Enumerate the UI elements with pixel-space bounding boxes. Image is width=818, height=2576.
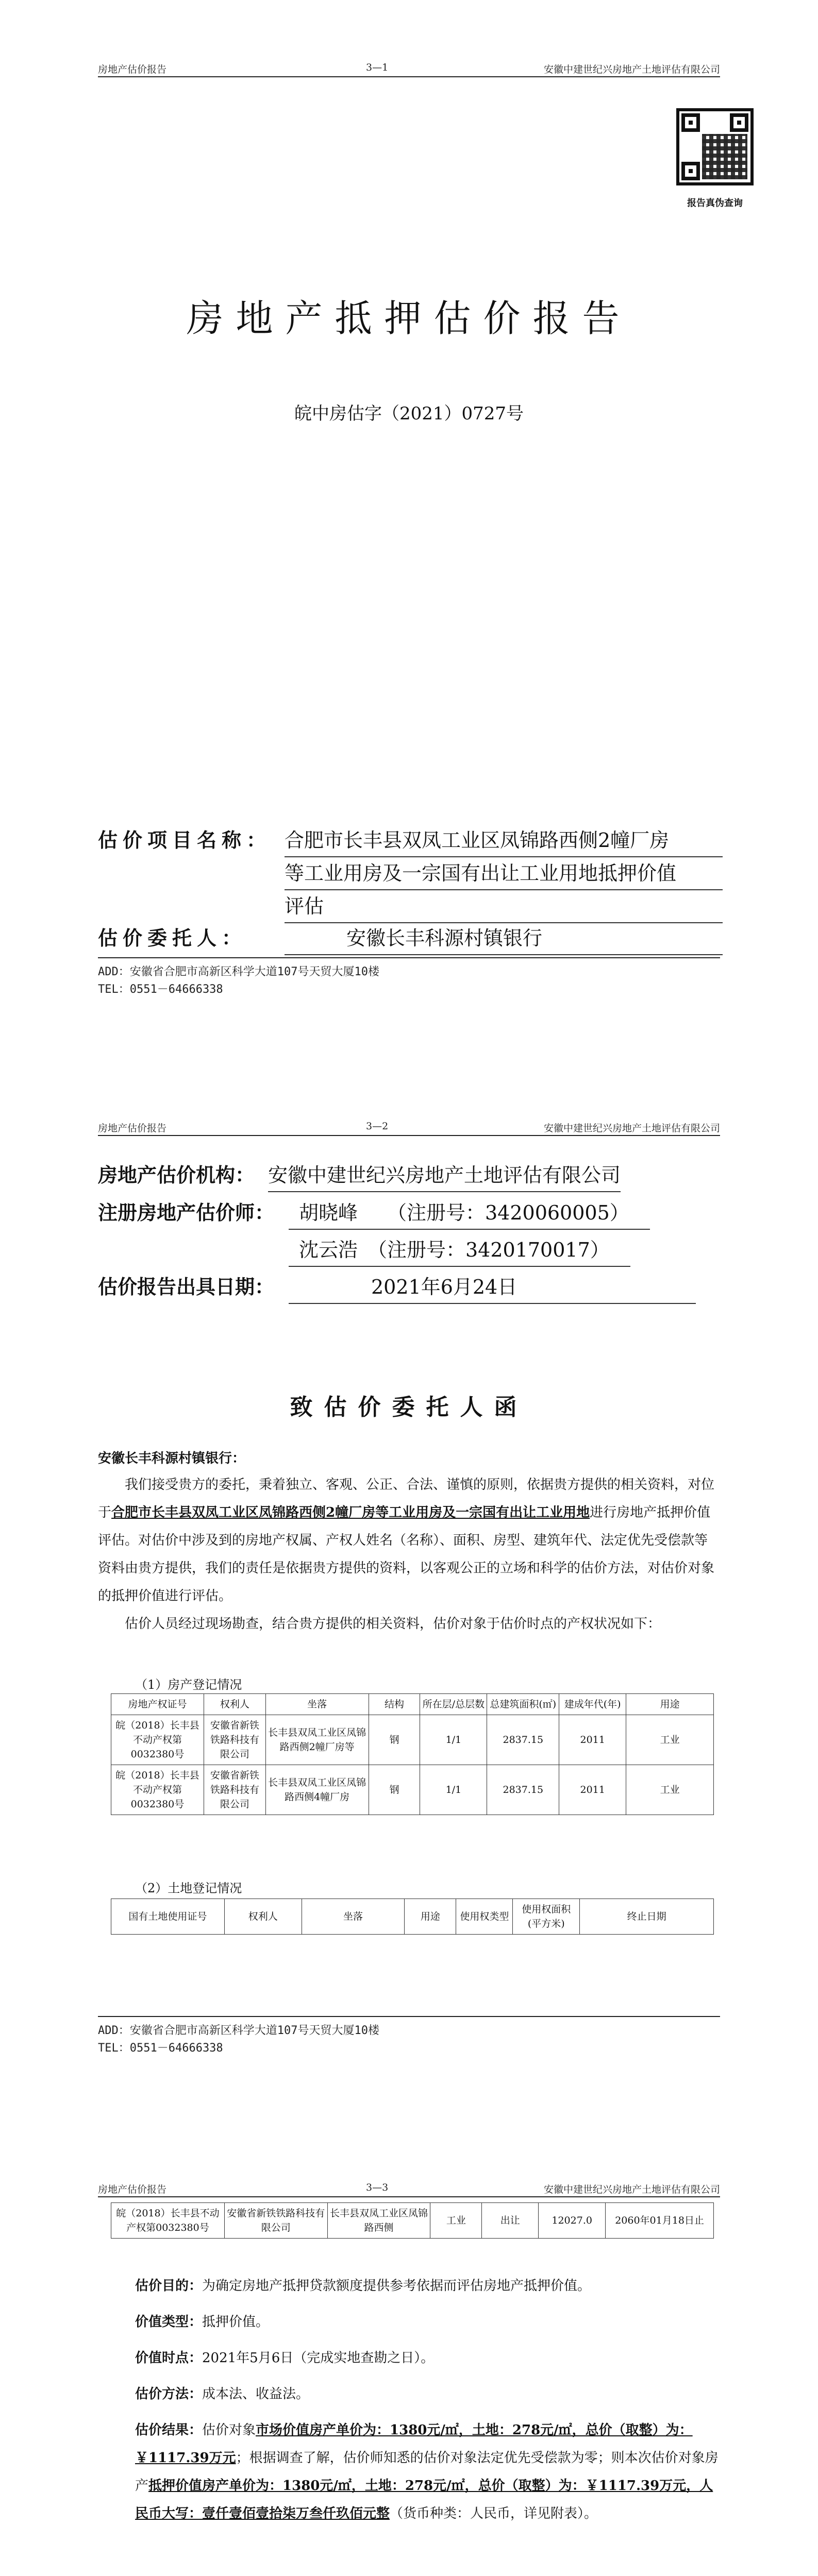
footer-tel: TEL：0551－64666338: [98, 983, 223, 996]
addressee: 安徽长丰科源村镇银行：: [98, 1451, 246, 1466]
page-1: [0, 0, 818, 1059]
value-time-row: 价值时点：2021年5月6日（完成实地查勘之日）。: [135, 2350, 435, 2366]
project-line-3: 评估: [285, 890, 723, 923]
cell: 出让: [482, 2203, 539, 2239]
project-line-2: 等工业用房及一宗国有出让工业用地抵押价值: [285, 857, 723, 890]
cell: 1/1: [420, 1715, 487, 1765]
header-right: 安徽中建世纪兴房地产土地评估有限公司: [543, 2184, 720, 2195]
house-table: [111, 1693, 714, 1815]
table-row: [111, 1765, 714, 1815]
letter-title: 致估价委托人函: [290, 1394, 528, 1420]
appraiser-1: 胡晓峰 （注册号：3420060005）: [289, 1197, 650, 1230]
client-label: 估价委托人：: [98, 926, 247, 950]
footer-tel: TEL：0551－64666338: [98, 2042, 223, 2055]
table-row: [111, 1715, 714, 1765]
page-footer: [98, 957, 720, 998]
cell: 长丰县双凤工业区凤锦路西侧: [327, 2203, 430, 2239]
cell: 钢: [369, 1765, 420, 1815]
cell: 安徽省新铁铁路科技有限公司: [204, 1715, 265, 1765]
header-left: 房地产估价报告: [98, 2184, 167, 2195]
page-header: [98, 1120, 720, 1136]
th-year: 建成年代(年): [559, 1694, 626, 1715]
table-row: [111, 2203, 714, 2239]
agency-value: 安徽中建世纪兴房地产土地评估有限公司: [268, 1159, 621, 1192]
date-value: 2021年6月24日: [289, 1271, 696, 1304]
cell: 安徽省新铁铁路科技有限公司: [224, 2203, 327, 2239]
report-number: 皖中房估字（2021）0727号: [294, 403, 524, 424]
th-location: 坐落: [265, 1694, 369, 1715]
value-type-row: 价值类型：抵押价值。: [135, 2314, 270, 2330]
page-header: [98, 2181, 720, 2197]
cell: 皖（2018）长丰县不动产权第0032380号: [111, 1765, 204, 1815]
agency-label: 房地产估价机构：: [98, 1163, 255, 1187]
th-area: 总建筑面积(㎡): [487, 1694, 559, 1715]
th-structure: 结构: [369, 1694, 420, 1715]
th-land-area: 使用权面积(平方米): [513, 1899, 580, 1935]
report-title: 房地产抵押估价报告: [186, 297, 632, 340]
qr-label: 报告真伪查询: [687, 198, 743, 209]
letter-body: [98, 1471, 720, 1638]
page-3: [0, 2120, 818, 2576]
page-2: [0, 1059, 818, 2120]
footer-address: ADD：安徽省合肥市高新区科学大道107号天贸大厦10楼: [98, 2024, 379, 2037]
client-value: 安徽长丰科源村镇银行: [285, 922, 723, 955]
appraiser-label: 注册房地产估价师：: [98, 1201, 275, 1224]
cell: 长丰县双凤工业区凤锦路西侧2幢厂房等: [265, 1715, 369, 1765]
cell: 2011: [559, 1715, 626, 1765]
house-table-header: [111, 1694, 714, 1715]
th-land-right-type: 使用权类型: [456, 1899, 513, 1935]
cell: 工业: [626, 1715, 714, 1765]
cell: 2837.15: [487, 1765, 559, 1815]
cell: 皖（2018）长丰县不动产权第0032380号: [111, 2203, 225, 2239]
th-land-owner: 权利人: [224, 1899, 302, 1935]
cell: 1/1: [420, 1765, 487, 1815]
th-land-cert: 国有土地使用证号: [111, 1899, 225, 1935]
cell: 安徽省新铁铁路科技有限公司: [204, 1765, 265, 1815]
cell: 皖（2018）长丰县不动产权第0032380号: [111, 1715, 204, 1765]
cell: 2060年01月18日止: [606, 2203, 714, 2239]
special-note-row: [135, 2571, 720, 2576]
cell: 2837.15: [487, 1715, 559, 1765]
header-left: 房地产估价报告: [98, 1123, 167, 1134]
th-land-location: 坐落: [302, 1899, 405, 1935]
header-right: 安徽中建世纪兴房地产土地评估有限公司: [543, 64, 720, 75]
th-land-usage: 用途: [405, 1899, 456, 1935]
th-land-end: 终止日期: [580, 1899, 714, 1935]
paragraph-1: 我们接受贵方的委托，秉着独立、客观、公正、合法、谨慎的原则，依据贵方提供的相关资料，对位于合肥市长丰县双凤工业区凤锦路西侧2幢厂房等工业用房及一宗国有出让工业用地进行房地产抵押价值评估。对估价中涉及到的房地产权属、产权人姓名（名称）、面积、房型、建筑年代、法定优先受偿款等资料由贵方提供，我们的责任是依据贵方提供的资料，以客观公正的立场和科学的估价方法，对估价对象的抵押价值进行评估。: [98, 1477, 715, 1604]
project-name: [285, 824, 723, 923]
th-floors: 所在层/总层数: [420, 1694, 487, 1715]
qr-code[interactable]: [676, 108, 754, 185]
land-table-header: [111, 1899, 714, 1935]
cell: 工业: [430, 2203, 482, 2239]
paragraph-2: 估价人员经过现场勘查，结合贵方提供的相关资料，估价对象于估价时点的产权状况如下：: [125, 1616, 661, 1632]
header-page-number: 3—1: [366, 62, 389, 73]
header-page-number: 3—3: [366, 2182, 389, 2193]
cell: 工业: [626, 1765, 714, 1815]
land-table: [111, 1899, 714, 1935]
header-right: 安徽中建世纪兴房地产土地评估有限公司: [543, 1123, 720, 1134]
house-table-caption: （1）房产登记情况: [135, 1677, 242, 1692]
cell: 长丰县双凤工业区凤锦路西侧4幢厂房: [265, 1765, 369, 1815]
page-footer: [98, 2016, 720, 2057]
land-table-caption: （2）土地登记情况: [135, 1881, 242, 1895]
land-table-continued: [111, 2202, 714, 2239]
cell: 12027.0: [539, 2203, 606, 2239]
project-line-1: 合肥市长丰县双凤工业区凤锦路西侧2幢厂房: [285, 824, 723, 857]
th-owner: 权利人: [204, 1694, 265, 1715]
th-cert-no: 房地产权证号: [111, 1694, 204, 1715]
footer-address: ADD：安徽省合肥市高新区科学大道107号天贸大厦10楼: [98, 965, 379, 978]
appraiser-2: 沈云浩 （注册号：3420170017）: [289, 1234, 630, 1267]
result-row: 估价结果：估价对象市场价值房产单价为：1380元/㎡，土地：278元/㎡，总价（取整）为：￥1117.39万元；根据调查了解，估价师知悉的估价对象法定优先受偿款为零；则本次估价对象房产抵押价值房产单价为：1380元/㎡，土地：278元/㎡，总价（取整）为：￥1117.39万元，人民币大写：壹仟壹佰壹拾柒万叁仟玖佰元整（货币种类：人民币，详见附表）。: [135, 2422, 719, 2521]
header-left: 房地产估价报告: [98, 64, 167, 75]
cell: 2011: [559, 1765, 626, 1815]
page-header: [98, 61, 720, 77]
method-row: 估价方法：成本法、收益法。: [135, 2386, 310, 2402]
purpose-row: 估价目的：为确定房地产抵押贷款额度提供参考依据而评估房地产抵押价值。: [135, 2278, 591, 2294]
th-usage: 用途: [626, 1694, 714, 1715]
header-page-number: 3—2: [366, 1121, 389, 1132]
project-label: 估价项目名称：: [98, 828, 272, 852]
date-label: 估价报告出具日期：: [98, 1275, 275, 1298]
cell: 钢: [369, 1715, 420, 1765]
